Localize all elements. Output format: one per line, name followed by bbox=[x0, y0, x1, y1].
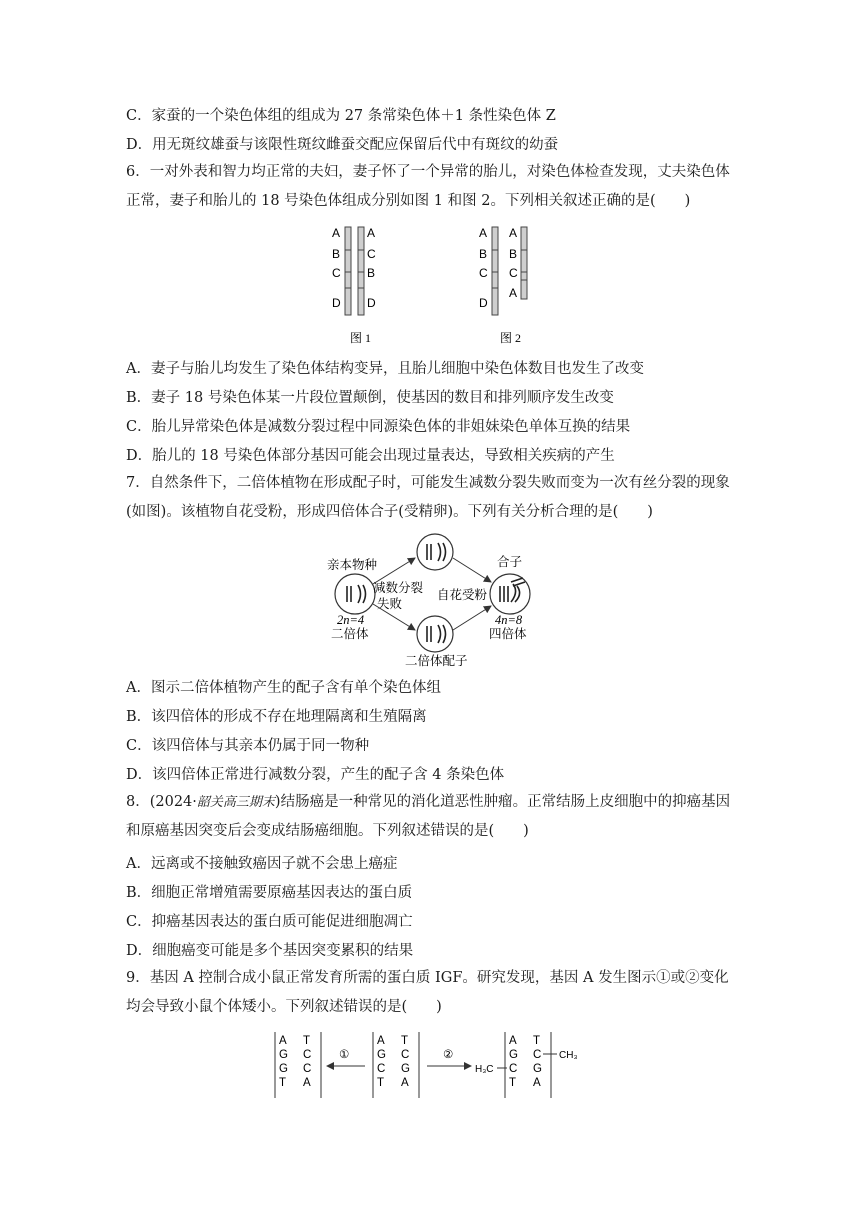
label-d: D bbox=[332, 296, 341, 310]
label-c: C bbox=[332, 266, 341, 280]
dna-right bbox=[509, 1035, 542, 1089]
q7-option-b: B．该四倍体的形成不存在地理隔离和生殖隔离 bbox=[126, 709, 427, 725]
q8-source: 韶关高三期末 bbox=[196, 795, 275, 810]
svg-text:C: C bbox=[509, 1063, 518, 1075]
question-8 bbox=[126, 788, 738, 846]
meiosis-failure-label-2: 失败 bbox=[377, 597, 403, 611]
label-b: B bbox=[479, 247, 488, 261]
q8-option-d: D．细胞癌变可能是多个基因突变累积的结果 bbox=[126, 943, 414, 959]
label-b: B bbox=[509, 247, 518, 261]
polyploidy-diagram bbox=[325, 532, 545, 667]
arrow-2-label: ② bbox=[443, 1049, 454, 1061]
label-b: B bbox=[367, 266, 376, 280]
q8-option-b: B．细胞正常增殖需要原癌基因表达的蛋白质 bbox=[126, 885, 413, 901]
figure-2 bbox=[479, 226, 527, 345]
svg-text:T: T bbox=[533, 1035, 541, 1047]
parent-cell bbox=[335, 574, 375, 614]
q8-prefix: 8．(2024· bbox=[126, 794, 197, 810]
figure-2-caption: 图 2 bbox=[500, 331, 522, 345]
tetraploid-label: 四倍体 bbox=[489, 627, 527, 641]
svg-text:A: A bbox=[401, 1077, 409, 1089]
q8-body: )结肠癌是一种常见的消化道恶性肿瘤。正常结肠上皮细胞中的抑癌基因和原癌基因突变后会变成结肠癌细胞。下列叙述错误的是( ) bbox=[126, 794, 731, 839]
q6-option-a: A．妻子与胎儿均发生了染色体结构变异，且胎儿细胞中染色体数目也发生了改变 bbox=[126, 361, 644, 377]
svg-text:C: C bbox=[303, 1063, 312, 1075]
dna-middle bbox=[377, 1035, 410, 1089]
dna-left bbox=[279, 1035, 311, 1089]
svg-text:G: G bbox=[509, 1049, 518, 1061]
zygote-cell bbox=[490, 574, 530, 614]
q8-option-a: A．远离或不接触致癌因子就不会患上癌症 bbox=[126, 856, 398, 872]
svg-text:A: A bbox=[279, 1035, 287, 1047]
chromosome-figure bbox=[320, 222, 560, 347]
q8-option-c: C．抑癌基因表达的蛋白质可能促进细胞凋亡 bbox=[126, 914, 413, 930]
q7-option-c: C．该四倍体与其亲本仍属于同一物种 bbox=[126, 738, 370, 754]
label-d: D bbox=[367, 296, 376, 310]
methyl-right: CH₃ bbox=[559, 1050, 578, 1061]
svg-text:A: A bbox=[303, 1077, 311, 1089]
svg-text:T: T bbox=[279, 1077, 287, 1089]
svg-text:C: C bbox=[377, 1063, 386, 1075]
svg-text:A: A bbox=[509, 1035, 517, 1047]
gamete-cell-top bbox=[417, 534, 453, 570]
svg-text:G: G bbox=[401, 1063, 410, 1075]
self-pollination-label: 自花受粉 bbox=[437, 588, 488, 602]
meiosis-failure-label: 减数分裂 bbox=[373, 581, 424, 595]
label-b: B bbox=[332, 247, 341, 261]
diploid-gamete-label: 二倍体配子 bbox=[405, 654, 468, 667]
svg-text:T: T bbox=[303, 1035, 311, 1047]
svg-text:C: C bbox=[401, 1049, 410, 1061]
q6-option-c: C．胎儿异常染色体是减数分裂过程中同源染色体的非姐妹染色单体互换的结果 bbox=[126, 419, 631, 435]
gamete-cell-bottom bbox=[417, 616, 453, 652]
svg-text:T: T bbox=[401, 1035, 409, 1047]
dna-methylation-diagram bbox=[265, 1030, 595, 1102]
svg-text:T: T bbox=[509, 1077, 517, 1089]
parent-species-label: 亲本物种 bbox=[327, 558, 378, 572]
q6-option-b: B．妻子 18 号染色体某一片段位置颠倒，使基因的数目和排列顺序发生改变 bbox=[126, 390, 614, 406]
label-d: D bbox=[479, 296, 488, 310]
arrow-1-label: ① bbox=[339, 1049, 350, 1061]
svg-text:A: A bbox=[377, 1035, 385, 1047]
option-c-prev: C．家蚕的一个染色体组的组成为 27 条常染色体＋1 条性染色体 Z bbox=[126, 108, 556, 124]
svg-text:A: A bbox=[533, 1077, 541, 1089]
zygote-label: 合子 bbox=[497, 555, 523, 569]
question-7: 7．自然条件下，二倍体植物在形成配子时，可能发生减数分裂失败而变为一次有丝分裂的现象(如图)。该植物自花受粉，形成四倍体合子(受精卵)。下列有关分析合理的是( ) bbox=[126, 475, 730, 520]
q6-option-d: D．胎儿的 18 号染色体部分基因可能会出现过量表达，导致相关疾病的产生 bbox=[126, 448, 615, 464]
option-d-prev: D．用无斑纹雄蚕与该限性斑纹雌蚕交配应保留后代中有斑纹的幼蚕 bbox=[126, 137, 559, 153]
label-a: A bbox=[367, 226, 376, 240]
question-6: 6．一对外表和智力均正常的夫妇，妻子怀了一个异常的胎儿，对染色体检查发现，丈夫染色体正常，妻子和胎儿的 18 号染色体组成分别如图 1 和图 2。下列相关叙述正确的是( ) bbox=[126, 164, 730, 209]
ploidy-right: 4n=8 bbox=[495, 613, 523, 627]
q7-option-d: D．该四倍体正常进行减数分裂，产生的配子含 4 条染色体 bbox=[126, 767, 505, 783]
label-a: A bbox=[509, 286, 518, 300]
label-a: A bbox=[479, 226, 488, 240]
svg-text:C: C bbox=[533, 1049, 542, 1061]
ploidy-left: 2n=4 bbox=[337, 613, 365, 627]
label-a: A bbox=[332, 226, 341, 240]
svg-text:G: G bbox=[279, 1049, 288, 1061]
svg-text:G: G bbox=[377, 1049, 386, 1061]
label-c: C bbox=[479, 266, 488, 280]
svg-text:T: T bbox=[377, 1077, 385, 1089]
label-c: C bbox=[509, 266, 518, 280]
label-a: A bbox=[509, 226, 518, 240]
svg-text:G: G bbox=[533, 1063, 542, 1075]
methyl-left: H₃C bbox=[475, 1064, 494, 1075]
svg-text:C: C bbox=[303, 1049, 312, 1061]
figure-1-caption: 图 1 bbox=[350, 331, 372, 345]
q7-option-a: A．图示二倍体植物产生的配子含有单个染色体组 bbox=[126, 680, 441, 696]
question-9: 9．基因 A 控制合成小鼠正常发育所需的蛋白质 IGF。研究发现，基因 A 发生图示①或②变化均会导致小鼠个体矮小。下列叙述错误的是( ) bbox=[126, 970, 729, 1015]
label-c: C bbox=[367, 247, 376, 261]
figure-1 bbox=[332, 226, 376, 345]
diploid-label: 二倍体 bbox=[331, 627, 369, 641]
svg-text:G: G bbox=[279, 1063, 288, 1075]
